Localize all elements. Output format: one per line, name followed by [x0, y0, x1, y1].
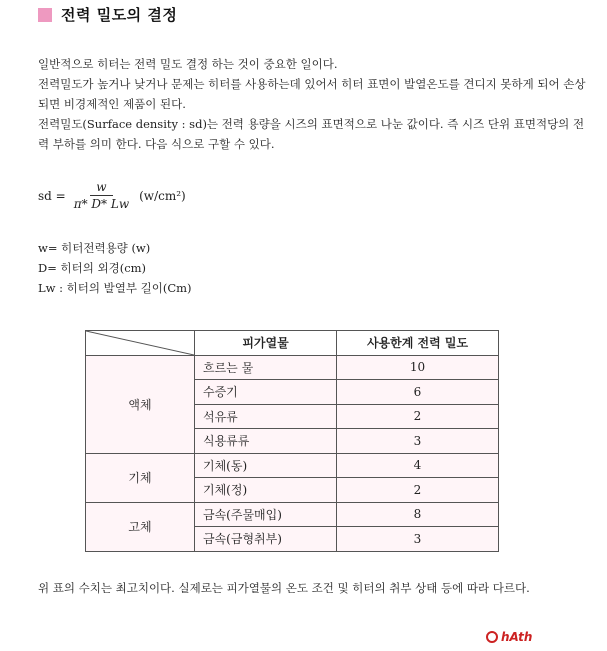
header-density: 사용한계 전력 밀도: [337, 331, 499, 356]
material-cell: 식용류류: [195, 429, 337, 454]
material-cell: 흐르는 물: [195, 355, 337, 380]
density-cell: 3: [337, 429, 499, 454]
table-row: [86, 453, 499, 478]
logo-text: hAth: [501, 630, 533, 644]
density-cell: 3: [337, 527, 499, 552]
formula-numerator: w: [90, 180, 112, 196]
table-header-row: [86, 331, 499, 356]
material-cell: 석유류: [195, 404, 337, 429]
material-cell: 수증기: [195, 380, 337, 405]
footnote: [38, 578, 593, 599]
density-cell: 8: [337, 502, 499, 527]
variable-definitions: [38, 238, 192, 298]
formula-fraction: [74, 180, 129, 211]
density-cell: 4: [337, 453, 499, 478]
material-cell: 금속(주물매입): [195, 502, 337, 527]
table-corner-cell: [86, 331, 195, 356]
state-cell: 고체: [86, 502, 195, 551]
density-cell: 2: [337, 478, 499, 503]
definition-line: Lw : 히터의 발열부 길이(Cm): [38, 281, 192, 295]
definition-line: D= 히터의 외경(cm): [38, 261, 147, 275]
footnote-text: 위 표의 수치는 최고치이다. 실제로는 피가열물의 온도 조건 및 히터의 취부 상태 등에 따라 다르다.: [38, 581, 530, 595]
intro-line: 전력밀도가 높거나 낮거나 문제는 히터를 사용하는데 있어서 히터 표면이 발열온도를 견디지 못하게 되어 손상되면 비경제적인 제품이 된다.: [38, 77, 586, 111]
density-cell: 2: [337, 404, 499, 429]
header-material: 피가열물: [195, 331, 337, 356]
heading-marker-icon: [38, 8, 52, 22]
formula-lhs: sd =: [38, 188, 66, 203]
intro-paragraph: [38, 54, 591, 154]
table-row: [86, 355, 499, 380]
section-heading: [38, 4, 177, 25]
state-cell: 기체: [86, 453, 195, 502]
intro-line: 일반적으로 히터는 전력 밀도 결정 하는 것이 중요한 일이다.: [38, 57, 338, 71]
formula-unit: (w/cm²): [139, 188, 186, 203]
density-cell: 6: [337, 380, 499, 405]
state-cell: 액체: [86, 355, 195, 453]
material-cell: 기체(정): [195, 478, 337, 503]
sd-formula: [38, 180, 186, 211]
intro-line: 전력밀도(Surface density : sd)는 전력 용량을 시즈의 표면적으로 나눈 값이다. 즉 시즈 단위 표면적당의 전력 부하를 의미 한다. 다음 식으로 구할 수 있다.: [38, 117, 585, 151]
corner-diagonal-line: [86, 331, 194, 355]
density-cell: 10: [337, 355, 499, 380]
table-row: [86, 502, 499, 527]
power-density-table: [85, 330, 499, 552]
definition-line: w= 히터전력용량 (w): [38, 241, 151, 255]
logo-circle-icon: [486, 631, 498, 643]
material-cell: 기체(동): [195, 453, 337, 478]
company-logo: [486, 630, 532, 644]
formula-denominator: π* D* Lw: [73, 197, 130, 211]
material-cell: 금속(금형취부): [195, 527, 337, 552]
page-title: 전력 밀도의 결정: [61, 6, 178, 24]
